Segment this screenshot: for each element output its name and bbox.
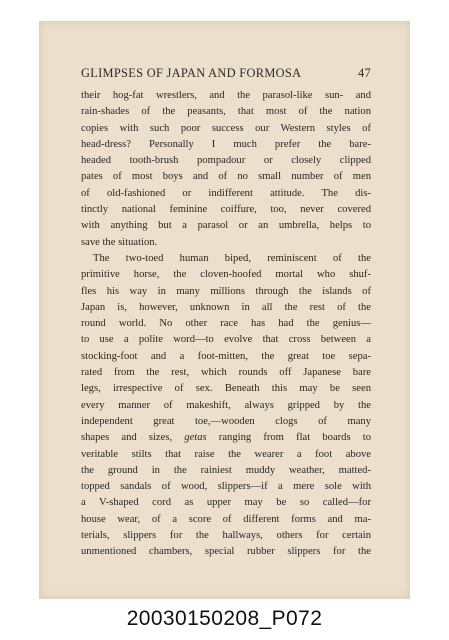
book-page (39, 21, 410, 599)
running-head-title: GLIMPSES OF JAPAN AND FORMOSA (81, 66, 302, 80)
text-line: rated from the rest, which rounds off Japanese bare (81, 367, 371, 379)
text-line: tinctly national feminine coiffure, too, never covered (81, 204, 371, 216)
text-line: topped sandals of wood, slippers—if a mere sole with (81, 481, 371, 493)
text-line: every manner of makeshift, always gripped by the (81, 399, 371, 411)
text-line: primitive horse, the cloven-hoofed mortal who shuf- (81, 269, 371, 281)
text-line: head-dress? Personally I much prefer the bare- (81, 138, 371, 150)
text-line: Japan is, however, unknown in all the rest of the (81, 301, 371, 313)
text-line: their hog-fat wrestlers, and the parasol-like sun- and (81, 90, 371, 101)
text-line: independent great toe,—wooden clogs of many (81, 415, 371, 427)
text-line: shapes and sizes, getas ranging from flat boards to (81, 432, 371, 444)
text-line: terials, slippers for the hallways, others for certain (81, 530, 371, 542)
text-line: legs, irrespective of sex. Beneath this may be seen (81, 383, 371, 395)
text-line: pates of most boys and of no small number of men (81, 171, 371, 183)
text-line: of old-fashioned or indifferent attitude. The dis- (81, 187, 371, 199)
text-line: unmentioned chambers, special rubber slippers for the (81, 546, 371, 558)
text-line: stocking-foot and a foot-mitten, the great toe sepa- (81, 350, 371, 362)
text-line: to use a polite word—to evolve that cross between a (81, 334, 371, 346)
italic-term: getas (184, 432, 207, 444)
text-line: copies with such poor success our Western styles of (81, 122, 371, 134)
image-id-caption: 20030150208_P072 (126, 607, 323, 630)
text-line: fles his way in many millions through the islands of (81, 285, 371, 297)
text-line: save the situation. (81, 236, 158, 248)
text-line: the ground in the rainiest muddy weather, matted- (81, 464, 371, 476)
running-head (81, 66, 371, 81)
text-line: round world. No other race has had the genius— (81, 318, 371, 330)
text-line: headed tooth-brush pompadour or closely clipped (81, 155, 371, 167)
text-line: The two-toed human biped, reminiscent of the (93, 252, 371, 264)
text-line: with anything but a parasol or an umbrella, helps to (81, 220, 371, 232)
text-line: veritable stilts that raise the wearer a foot above (81, 448, 371, 460)
body-text (81, 88, 371, 561)
page-number: 47 (358, 66, 371, 80)
text-line: house wear, of a score of different forms and ma- (81, 513, 371, 525)
text-line: a V-shaped cord as upper may be so called—for (81, 497, 371, 509)
text-line: rain-shades of the peasants, that most of the nation (81, 106, 371, 118)
